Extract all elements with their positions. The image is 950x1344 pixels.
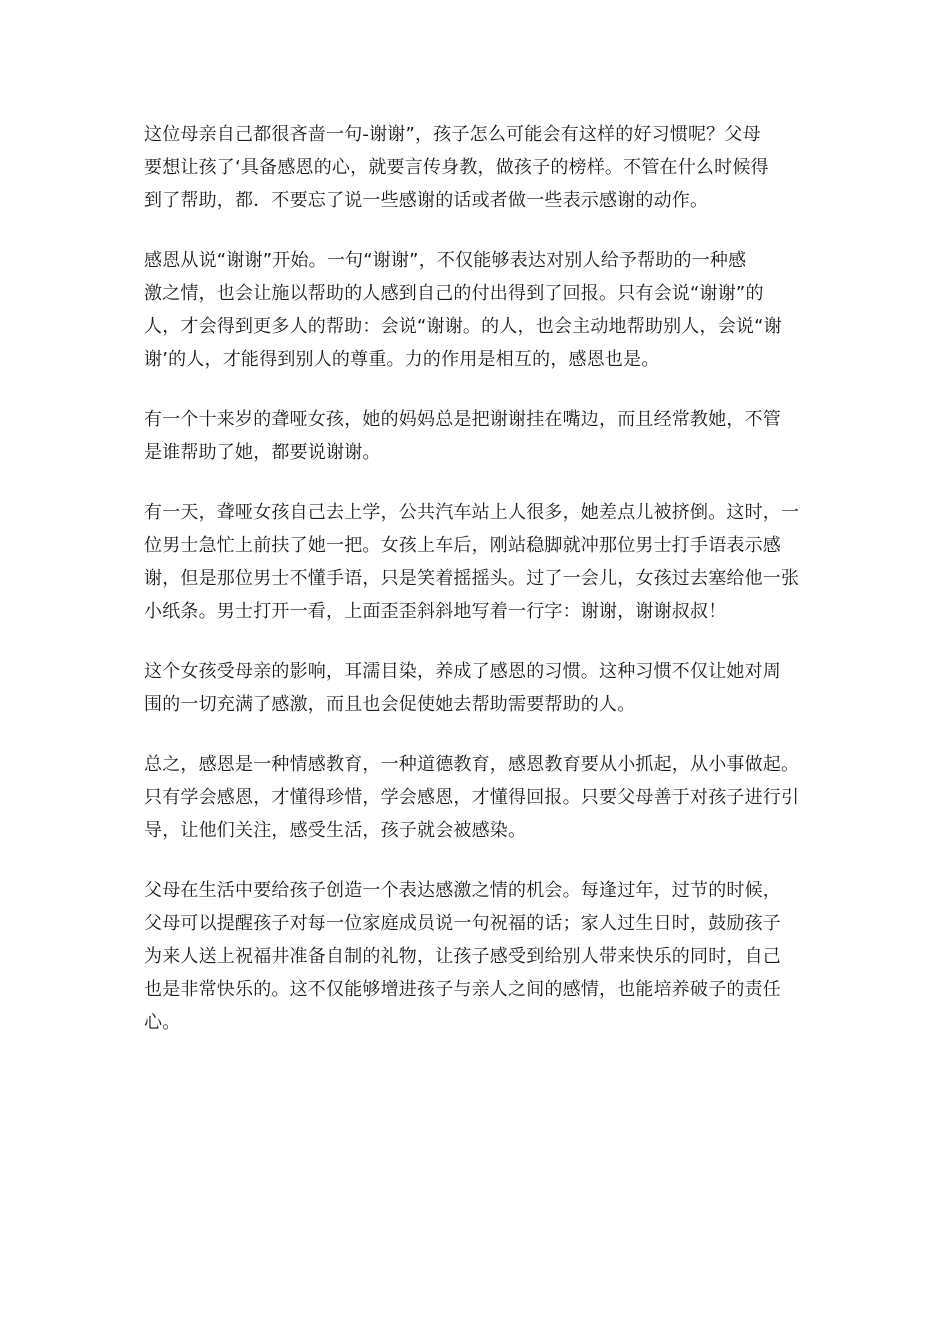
text-line: 位男士急忙上前扶了她一把。女孩上车后，刚站稳脚就冲那位男士打手语表示感	[144, 535, 781, 556]
text-line: 有一天，聋哑女孩自己去上学，公共汽车站上人很多，她差点儿被挤倒。这时，一	[144, 502, 800, 523]
paragraph-6	[144, 748, 812, 847]
text-line: 为来人送上祝福井准备自制的礼物，让孩子感受到给别人带来快乐的同时，自己	[144, 946, 781, 967]
text-line: 也是非常快乐的。这不仅能够增进孩子与亲人之间的感情，也能培养破子的责任	[144, 979, 781, 1000]
text-line: 人，才会得到更多人的帮助：会说“谢谢。的人，也会主动地帮助别人，会说“谢	[144, 316, 782, 337]
text-line: 导，让他们关注，感受生活，孩子就会被感染。	[144, 820, 527, 841]
text-line: 这位母亲自己都很吝啬一句-谢谢”，孩子怎么可能会有这样的好习惯呢？父母	[144, 124, 761, 145]
paragraph-7	[144, 874, 812, 1039]
document-body	[144, 118, 812, 1066]
text-line: 父母在生活中要给孩子创造一个表达感激之情的机会。每逢过年，过节的时候，	[144, 880, 781, 901]
text-line: 只有学会感恩，才懂得珍惜，学会感恩，才懂得回报。只要父母善于对孩子进行引	[144, 787, 800, 808]
text-line: 总之，感恩是一种情感教育，一种道德教育，感恩教育要从小抓起，从小事做起。	[144, 754, 800, 775]
text-line: 围的一切充满了感激，而且也会促使她去帮助需要帮助的人。	[144, 694, 636, 715]
text-line: 这个女孩受母亲的影响，耳濡目染，养成了感恩的习惯。这种习惯不仅让她对周	[144, 661, 781, 682]
text-line: 激之情，也会让施以帮助的人感到自己的付出得到了回报。只有会说“谢谢”的	[144, 283, 764, 304]
text-line: 要想让孩了‘具备感恩的心，就要言传身教，做孩子的榜样。不管在什么时候得	[144, 157, 769, 178]
paragraph-2	[144, 244, 812, 376]
paragraph-3	[144, 403, 812, 469]
text-line: 父母可以提醒孩子对每一位家庭成员说一句祝福的话；家人过生日时，鼓励孩子	[144, 913, 781, 934]
text-line: 有一个十来岁的聋哑女孩，她的妈妈总是把谢谢挂在嘴边，而且经常教她，不管	[144, 409, 781, 430]
text-line: 是谁帮助了她，都要说谢谢。	[144, 442, 381, 463]
text-line: 到了帮助，都．不要忘了说一些感谢的话或者做一些表示感谢的动作。	[144, 190, 709, 211]
paragraph-5	[144, 655, 812, 721]
paragraph-4	[144, 496, 812, 628]
text-line: 感恩从说“谢谢”开始。一句“谢谢”，不仅能够表达对别人给予帮助的一种感	[144, 250, 747, 271]
text-line: 心。	[144, 1012, 181, 1033]
text-line: 谢，但是那位男士不懂手语，只是笑着摇摇头。过了一会儿，女孩过去塞给他一张	[144, 568, 800, 589]
paragraph-1	[144, 118, 812, 217]
text-line: 小纸条。男士打开一看，上面歪歪斜斜地写着一行字：谢谢，谢谢叔叔！	[144, 601, 727, 622]
text-line: 谢’的人，才能得到别人的尊重。力的作用是相互的，感恩也是。	[144, 349, 660, 370]
